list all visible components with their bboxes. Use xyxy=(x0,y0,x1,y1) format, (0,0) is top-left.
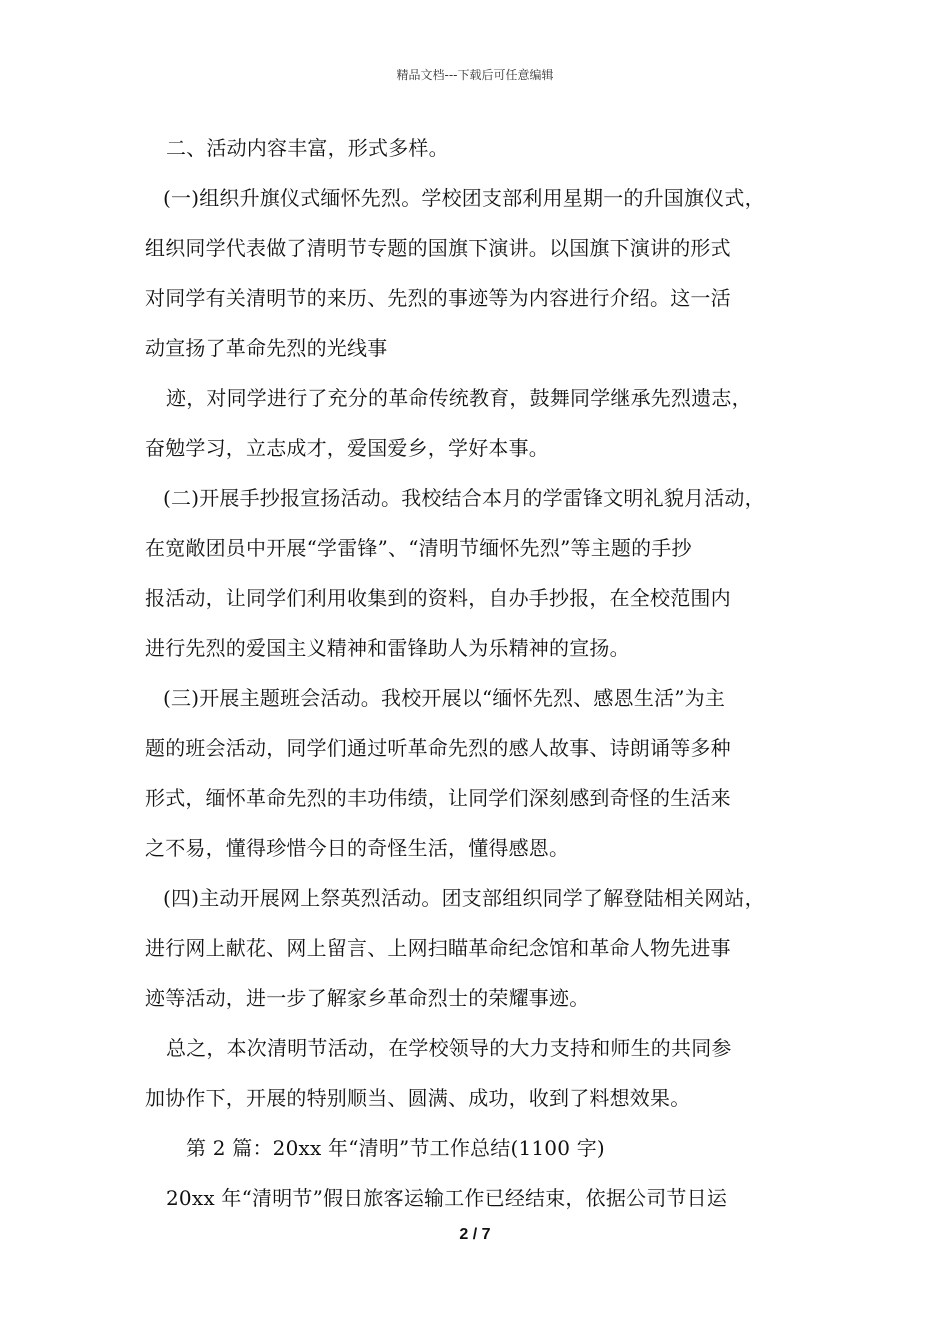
body-line: (二)开展手抄报宣扬活动。我校结合本月的学雷锋文明礼貌月活动， xyxy=(163,486,765,510)
page-total: 7 xyxy=(481,1226,491,1243)
page-current: 2 xyxy=(459,1226,469,1243)
section-heading: 第 2 篇：20xx 年“清明”节工作总结(1100 字) xyxy=(186,1136,605,1160)
body-line: 在宽敞团员中开展“学雷锋”、“清明节缅怀先烈”等主题的手抄 xyxy=(145,536,692,560)
body-line: 迹，对同学进行了充分的革命传统教育，鼓舞同学继承先烈遗志， xyxy=(166,386,752,410)
page-header: 精品文档---下载后可任意编辑 xyxy=(396,68,554,82)
body-line: 加协作下，开展的特别顺当、圆满、成功，收到了料想效果。 xyxy=(145,1086,691,1110)
body-line: 动宣扬了革命先烈的光线事 xyxy=(145,336,388,360)
body-line: 进行网上献花、网上留言、上网扫瞄革命纪念馆和革命人物先进事 xyxy=(145,936,731,960)
body-line: 题的班会活动，同学们通过听革命先烈的感人故事、诗朗诵等多种 xyxy=(145,736,731,760)
body-line: (四)主动开展网上祭英烈活动。团支部组织同学了解登陆相关网站， xyxy=(163,886,765,910)
body-line: (三)开展主题班会活动。我校开展以“缅怀先烈、感恩生活”为主 xyxy=(163,686,726,710)
page-number xyxy=(0,1226,950,1244)
body-line: 对同学有关清明节的来历、先烈的事迹等为内容进行介绍。这一活 xyxy=(145,286,731,310)
body-line: (一)组织升旗仪式缅怀先烈。学校团支部利用星期一的升国旗仪式， xyxy=(163,186,765,210)
page-separator: / xyxy=(468,1226,482,1243)
body-line: 20xx 年“清明节”假日旅客运输工作已经结束，依据公司节日运 xyxy=(166,1186,728,1210)
body-line: 进行先烈的爱国主义精神和雷锋助人为乐精神的宣扬。 xyxy=(145,636,630,660)
body-line: 迹等活动，进一步了解家乡革命烈士的荣耀事迹。 xyxy=(145,986,590,1010)
body-line: 之不易，懂得珍惜今日的奇怪生活，懂得感恩。 xyxy=(145,836,570,860)
body-line: 二、活动内容丰富，形式多样。 xyxy=(166,136,449,160)
body-line: 总之，本次清明节活动，在学校领导的大力支持和师生的共同参 xyxy=(166,1036,732,1060)
body-line: 报活动，让同学们利用收集到的资料，自办手抄报，在全校范围内 xyxy=(145,586,731,610)
body-line: 奋勉学习，立志成才，爱国爱乡，学好本事。 xyxy=(145,436,549,460)
body-line: 组织同学代表做了清明节专题的国旗下演讲。以国旗下演讲的形式 xyxy=(145,236,731,260)
body-line: 形式，缅怀革命先烈的丰功伟绩，让同学们深刻感到奇怪的生活来 xyxy=(145,786,731,810)
